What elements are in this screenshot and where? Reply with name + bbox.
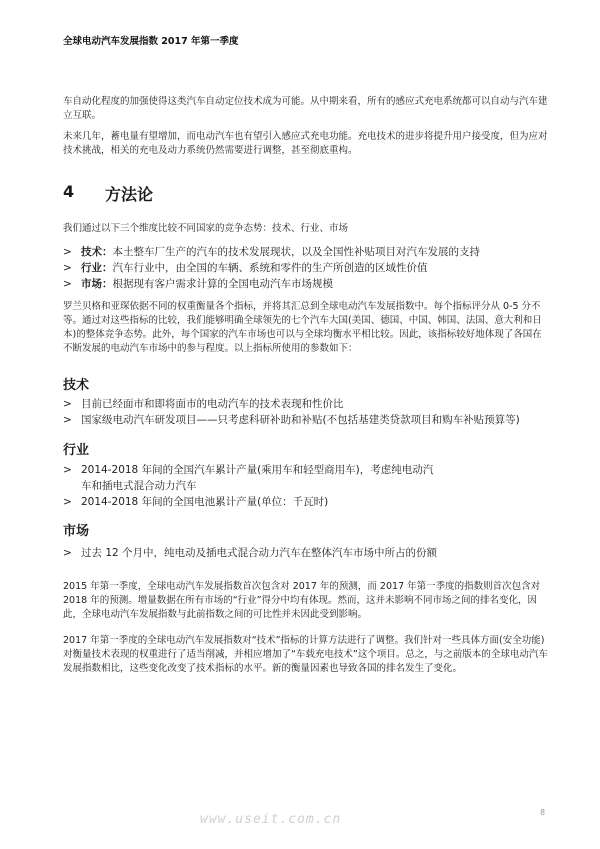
list-item — [63, 244, 553, 260]
technology-list — [63, 396, 553, 428]
market-heading: 市场 — [63, 524, 90, 539]
bullet-marker: > — [63, 547, 72, 559]
list-item-text: 目前已经面市和即将面市的电动汽车的技术表现和性价比 — [81, 398, 344, 410]
section-title: 方法论 — [105, 185, 154, 204]
closing-paragraph-2: 2017 年第一季度的全球电动汽车发展指数对“技术”指标的计算方法进行了调整。我们针对一些具体方面(安全功能)对衡量技术表现的权重进行了适当削减，并相应增加了“车载充电技术”这个项目。总之，与之前版本的全球电动汽车发展指数相比，这些变化改变了技术指标的水平。新的衡量因素也导致各国的排名发生了变化。 — [63, 635, 548, 674]
dimension-text: 根据现有客户需求计算的全国电动汽车市场规模 — [112, 278, 333, 290]
list-item — [63, 276, 553, 292]
industry-heading: 行业 — [63, 443, 90, 458]
list-item-text: 过去 12 个月中，纯电动及插电式混合动力汽车在整体汽车市场中所占的份额 — [81, 547, 438, 559]
bullet-marker: > — [63, 496, 72, 508]
list-item-text: 2014-2018 年间的全国汽车累计产量(乘用车和轻型商用车)，考虑纯电动汽车和插电式混合动力汽车 — [81, 464, 434, 492]
scoring-paragraph: 罗兰贝格和亚琛依据不同的权重衡量各个指标，并将其汇总到全球电动汽车发展指数中。每个指标评分从 0-5 分不等。通过对这些指标的比较，我们能够明确全球领先的七个汽车大国(美国、德国、中国、韩国、法国、意大利和日本)的整体竞争态势。此外，每个国家的汽车市场也可以与全球均衡水平相比较。因此，该指标较好地体现了各国在不断发展的电动汽车市场中的参与程度。以上指标所使用的参数如下： — [63, 301, 542, 354]
dimension-list — [63, 244, 553, 292]
section-lead: 我们通过以下三个维度比较不同国家的竞争态势：技术、行业、市场 — [63, 223, 349, 234]
list-item — [63, 545, 553, 561]
bullet-marker: > — [63, 464, 72, 476]
list-item — [63, 396, 553, 412]
market-list — [63, 545, 553, 561]
list-item — [63, 462, 441, 494]
dimension-text: 本土整车厂生产的汽车的技术发展现状，以及全国性补贴项目对汽车发展的支持 — [112, 246, 480, 258]
dimension-text: 汽车行业中，由全国的车辆、系统和零件的生产所创造的区域性价值 — [112, 262, 428, 274]
list-item-text: 2014-2018 年间的全国电池累计产量(单位：千瓦时) — [81, 496, 329, 508]
list-item — [63, 494, 553, 510]
closing-paragraph-1: 2015 年第一季度，全球电动汽车发展指数首次包含对 2017 年的预测，而 2017 年第一季度的指数则首次包含对 2018 年的预测。增量数据在所有市场的“行业”得分中均有体现。然而，这并未影响不同市场之间的排名变化，因此，全球电动汽车发展指数与此前指数之间的可比性并未因此受到影响。 — [63, 581, 541, 620]
dimension-term: 行业： — [81, 262, 113, 274]
bullet-marker: > — [63, 278, 72, 290]
dimension-term: 市场： — [81, 278, 113, 290]
intro-paragraph-1: 车自动化程度的加强使得这类汽车自动定位技术成为可能。从中期来看，所有的感应式充电系统都可以自动与汽车建立互联。 — [63, 96, 548, 121]
dimension-term: 技术： — [81, 246, 113, 258]
bullet-marker: > — [63, 414, 72, 426]
bullet-marker: > — [63, 262, 72, 274]
industry-list — [63, 462, 553, 510]
bullet-marker: > — [63, 398, 72, 410]
page-header-title: 全球电动汽车发展指数 2017 年第一季度 — [63, 36, 239, 47]
section-number: 4 — [63, 182, 75, 201]
page-number: 8 — [540, 808, 546, 817]
list-item — [63, 260, 553, 276]
technology-heading: 技术 — [63, 378, 90, 393]
watermark: www.useit.com.cn — [200, 812, 342, 827]
list-item-text: 国家级电动汽车研发项目——只考虑科研补助和补贴(不包括基建类贷款项目和购车补贴预算等) — [81, 414, 520, 426]
intro-paragraph-2: 未来几年，蓄电量有望增加，而电动汽车也有望引入感应式充电功能。充电技术的进步将提升用户接受度，但为应对技术挑战，相关的充电及动力系统仍然需要进行调整，甚至彻底重构。 — [63, 131, 548, 156]
bullet-marker: > — [63, 246, 72, 258]
list-item — [63, 412, 553, 428]
